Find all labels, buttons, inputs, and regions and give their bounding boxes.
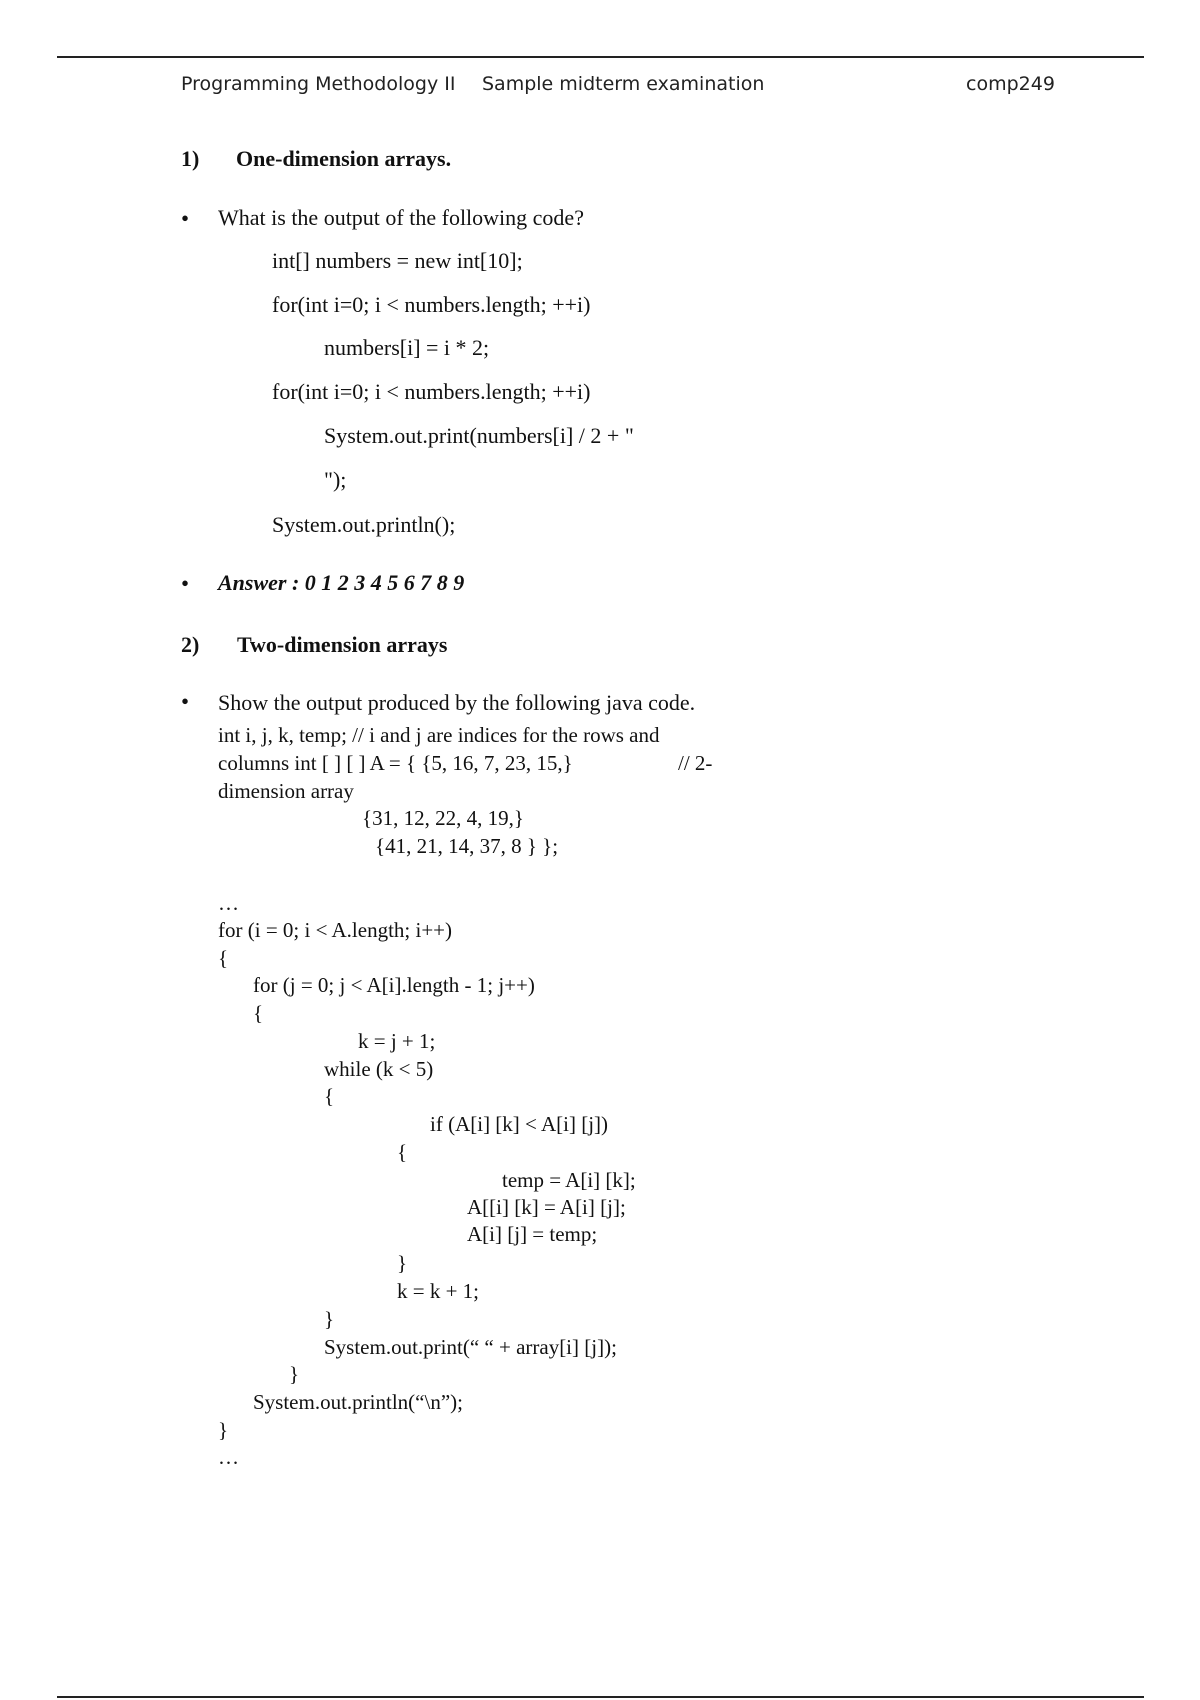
code-line: } (397, 1251, 408, 1275)
code-line: for (j = 0; j < A[i].length - 1; j++) (253, 973, 535, 997)
intro-line: int i, j, k, temp; // i and j are indices for the rows and (218, 723, 660, 747)
code-line: { (397, 1140, 408, 1164)
code-line: } (324, 1307, 335, 1331)
section-1-title: One-dimension arrays. (236, 146, 452, 171)
intro-comment: // 2- (678, 751, 713, 775)
code-line: for(int i=0; i < numbers.length; ++i) (272, 379, 591, 404)
code-line: { (218, 946, 229, 970)
code-line: k = k + 1; (397, 1279, 480, 1303)
code-line: if (A[i] [k] < A[i] [j]) (430, 1112, 609, 1136)
bullet-icon: • (181, 571, 190, 596)
code-line: System.out.print(numbers[i] / 2 + " (324, 423, 634, 448)
top-rule (57, 56, 1144, 58)
section-2-question: Show the output produced by the following java code. (218, 690, 696, 715)
code-line: for(int i=0; i < numbers.length; ++i) (272, 292, 591, 317)
section-1-answer: Answer : 0 1 2 3 4 5 6 7 8 9 (218, 570, 465, 595)
code-line: System.out.println(); (272, 512, 456, 537)
code-line: } (289, 1362, 300, 1386)
bottom-rule (57, 1696, 1144, 1698)
code-line: "); (324, 467, 347, 492)
code-line: A[i] [j] = temp; (467, 1222, 598, 1246)
code-line: numbers[i] = i * 2; (324, 335, 490, 360)
bullet-icon: • (181, 206, 190, 231)
code-line: } (218, 1418, 229, 1442)
code-line: { (324, 1084, 335, 1108)
intro-line: columns int [ ] [ ] A = { {5, 16, 7, 23, 15,} (218, 751, 573, 775)
code-line: … (218, 891, 239, 915)
intro-line: dimension array (218, 779, 354, 803)
intro-line: {41, 21, 14, 37, 8 } }; (375, 834, 559, 858)
section-2-number: 2) (181, 632, 200, 657)
section-1-number: 1) (181, 146, 200, 171)
code-line: System.out.println(“\n”); (253, 1390, 463, 1414)
code-line: A[[i] [k] = A[i] [j]; (467, 1195, 626, 1219)
code-line: … (218, 1445, 239, 1469)
header-title: Sample midterm examination (482, 73, 765, 95)
code-line: k = j + 1; (358, 1029, 436, 1053)
section-2-title: Two-dimension arrays (237, 632, 448, 657)
section-1-question: What is the output of the following code? (218, 205, 584, 230)
bullet-icon: • (181, 689, 190, 714)
header-course-code: comp249 (966, 73, 1055, 95)
code-line: for (i = 0; i < A.length; i++) (218, 918, 453, 942)
code-line: while (k < 5) (324, 1057, 434, 1081)
code-line: { (253, 1001, 264, 1025)
code-line: System.out.print(“ “ + array[i] [j]); (324, 1335, 617, 1359)
header-course: Programming Methodology II (181, 73, 456, 95)
code-line: temp = A[i] [k]; (502, 1168, 636, 1192)
code-line: int[] numbers = new int[10]; (272, 248, 523, 273)
intro-line: {31, 12, 22, 4, 19,} (362, 806, 524, 830)
